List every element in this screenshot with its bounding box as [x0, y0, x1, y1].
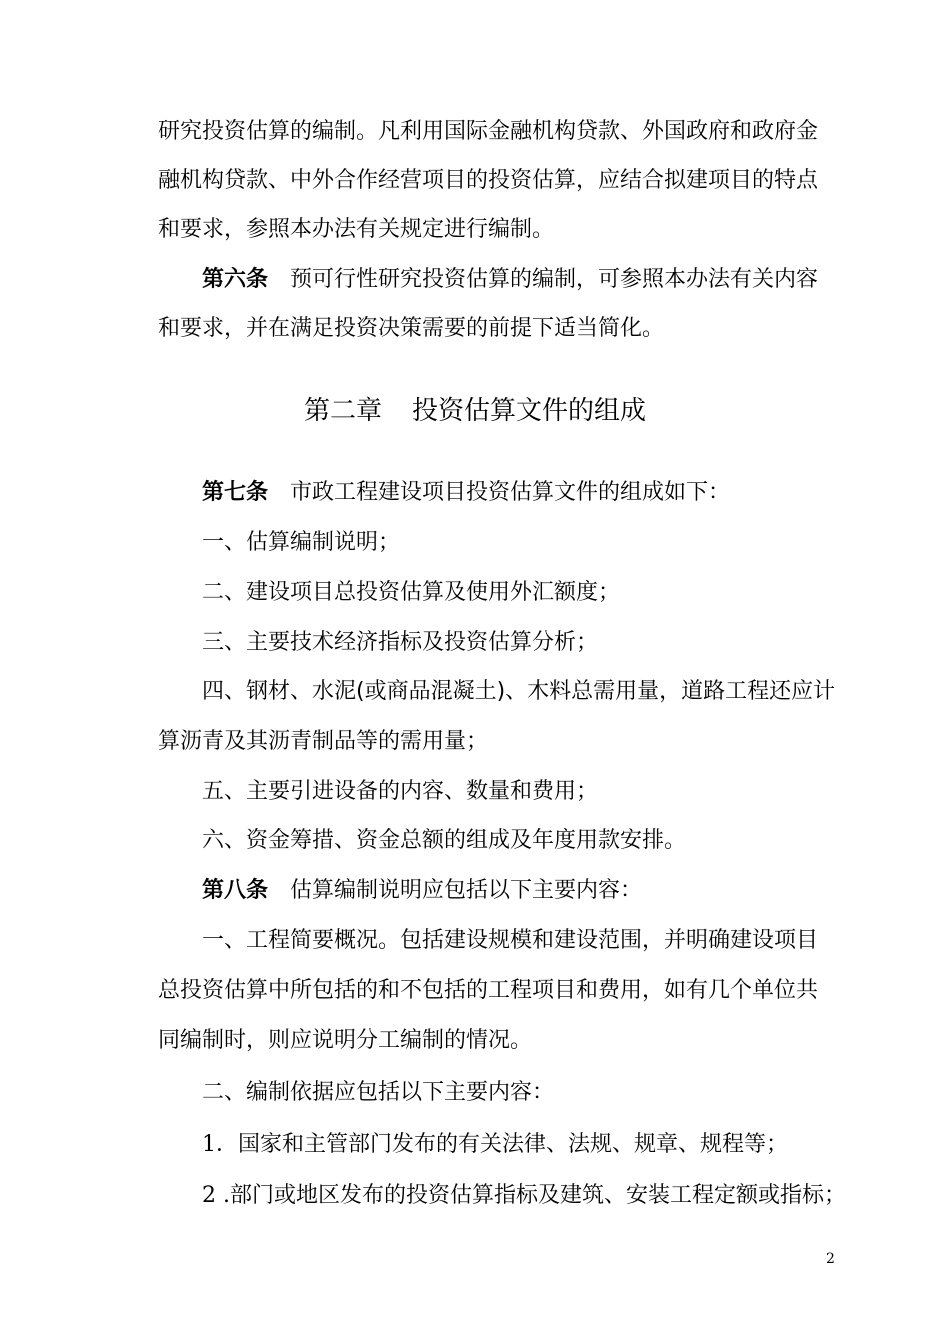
sub-item-text: 部门或地区发布的投资估算指标及建筑、安装工程定额或指标；: [229, 1183, 846, 1208]
chapter-heading: [0, 393, 950, 429]
article-label: 第八条: [202, 878, 269, 903]
sub-item-1: [0, 1130, 950, 1160]
list-item: 二、建设项目总投资估算及使用外汇额度；: [202, 580, 621, 605]
list-item: 三、主要技术经济指标及投资估算分析；: [202, 630, 599, 655]
list-item: 一、估算编制说明；: [202, 530, 401, 555]
list-item: 六、资金筹措、资金总额的组成及年度用款安排。: [202, 828, 687, 853]
list-item: 四、钢材、水泥(或商品混凝土)、木料总需用量，道路工程还应计: [202, 679, 836, 704]
article-text: 预可行性研究投资估算的编制，可参照本办法有关内容: [290, 267, 819, 292]
article-text: 估算编制说明应包括以下主要内容：: [290, 878, 643, 903]
list-item: 一、工程简要概况。包括建设规模和建设范围，并明确建设项目: [202, 928, 819, 953]
chapter-title: 投资估算文件的组成: [412, 396, 647, 426]
list-item: 二、编制依据应包括以下主要内容：: [202, 1080, 555, 1105]
sub-item-number: 2 .: [202, 1183, 230, 1208]
page-number: 2: [826, 1251, 835, 1267]
paragraph-line: 研究投资估算的编制。凡利用国际金融机构贷款、外国政府和政府金: [158, 119, 819, 144]
list-item-continuation: 同编制时，则应说明分工编制的情况。: [158, 1028, 533, 1053]
sub-item-2: [0, 1181, 950, 1211]
sub-item-text: 国家和主管部门发布的有关法律、法规、规章、规程等；: [238, 1132, 789, 1157]
sub-item-number: 1．: [202, 1132, 238, 1157]
paragraph-line: 融机构贷款、中外合作经营项目的投资估算，应结合拟建项目的特点: [158, 168, 819, 193]
article-label: 第七条: [202, 480, 269, 505]
article-7: [0, 478, 950, 508]
article-8: [0, 876, 950, 906]
paragraph-line: 和要求，并在满足投资决策需要的前提下适当简化。: [158, 316, 665, 341]
article-text: 市政工程建设项目投资估算文件的组成如下：: [290, 480, 731, 505]
article-6: [0, 265, 950, 295]
chapter-number: 第二章: [303, 396, 382, 426]
list-item: 五、主要引进设备的内容、数量和费用；: [202, 779, 599, 804]
paragraph-line: 和要求，参照本办法有关规定进行编制。: [158, 217, 555, 242]
list-item-continuation: 总投资估算中所包括的和不包括的工程项目和费用，如有几个单位共: [158, 978, 819, 1003]
article-label: 第六条: [202, 267, 269, 292]
list-item-continuation: 算沥青及其沥青制品等的需用量；: [158, 729, 489, 754]
